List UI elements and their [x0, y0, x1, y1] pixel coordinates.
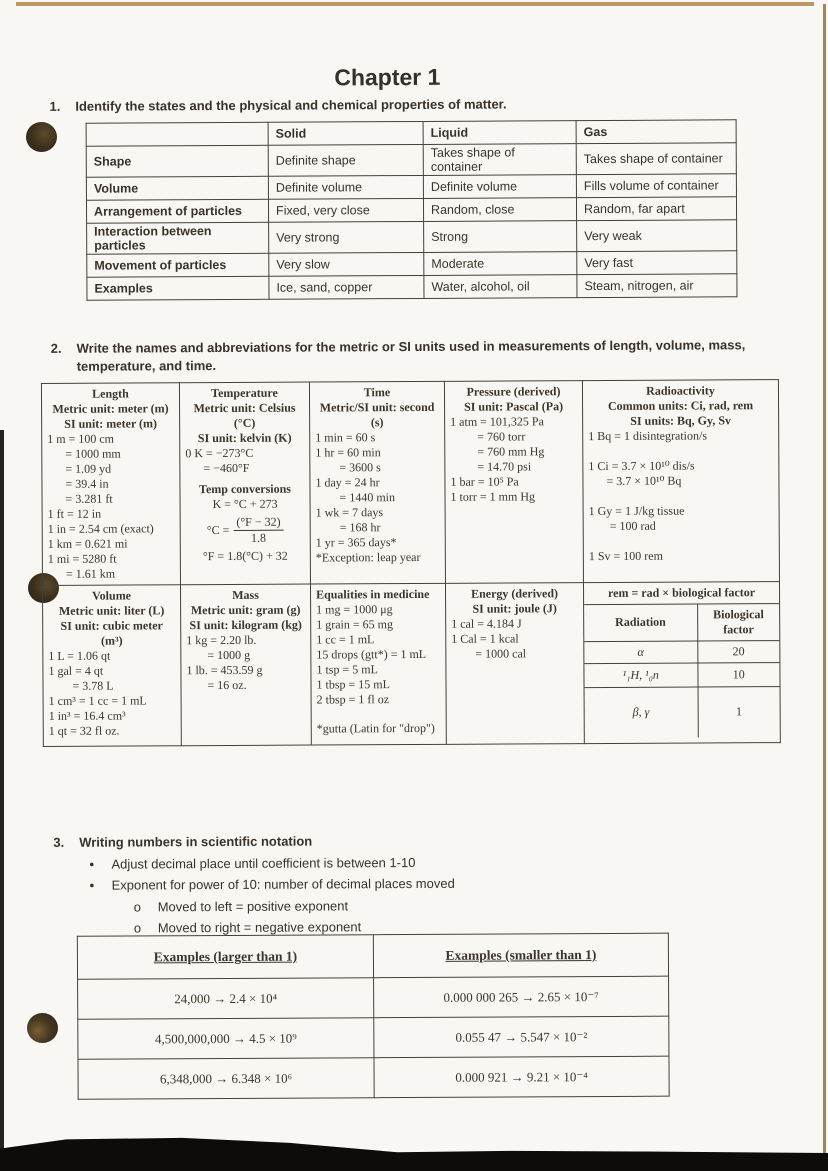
question-number: 3.	[53, 834, 65, 850]
table-cell: Very fast	[577, 251, 737, 275]
question-text: Writing numbers in scientific notation	[79, 833, 313, 850]
example-value: 0.000 921 → 9.21 × 10⁻⁴	[374, 1056, 669, 1098]
table-row	[87, 220, 737, 254]
unit-lines: 1 mg = 1000 μg 1 grain = 65 mg 1 cc = 1 mL 15 drops (gtt*) = 1 mL 1 tsp = 5 mL 1 tbsp = 15 mL 2 tbsp = 1 fl oz	[316, 602, 427, 707]
table-cell: Very slow	[269, 252, 424, 276]
table-row	[42, 582, 780, 747]
example-value: 0.000 000 265 → 2.65 × 10⁻⁷	[374, 976, 669, 1018]
unit-lines: 1 kg = 2.20 lb. = 1000 g 1 lb. = 453.59 g = 16 oz.	[186, 632, 263, 693]
bullet-text: Adjust decimal place until coefficient is between 1-10	[111, 854, 416, 872]
example-value: 0.055 47 → 5.547 × 10⁻²	[374, 1016, 669, 1058]
fraction	[233, 515, 283, 546]
header-cell-radiation: Radiation	[584, 605, 697, 642]
unit-title: Energy (derived) SI unit: joule (J)	[471, 586, 559, 616]
bullet-text: Exponent for power of 10: number of decimal places moved	[111, 875, 455, 893]
scientific-notation-examples-table	[77, 933, 670, 1100]
bullet-text: Moved to right = negative exponent	[157, 919, 362, 936]
table-cell: Very weak	[577, 220, 737, 252]
radiation-type: β, γ	[585, 687, 698, 739]
question-3	[53, 830, 455, 940]
unit-title: Radioactivity Common units: Ci, rad, rem SI units: Bq, Gy, Sv	[607, 383, 754, 428]
header-cell-gas: Gas	[576, 120, 736, 144]
table-row	[78, 1056, 669, 1099]
table-row	[86, 143, 736, 177]
unit-title: Length Metric unit: meter (m) SI unit: meter (m)	[52, 386, 169, 431]
table-row	[78, 1016, 669, 1059]
question-text: Write the names and abbreviations for the metric or SI units used in measurements of length, volume, mass, temperature, and time.	[76, 337, 746, 374]
bullet-icon: •	[89, 856, 95, 872]
fraction-denominator: 1.8	[250, 530, 267, 545]
bullet-item	[90, 873, 455, 896]
factor-value: 1	[698, 686, 780, 737]
table-row	[585, 686, 780, 738]
unit-cell-medicine	[310, 583, 446, 745]
question-1	[49, 96, 506, 116]
table-row	[584, 640, 779, 663]
unit-cell-volume	[42, 585, 181, 747]
table-row	[87, 251, 737, 277]
row-label: Arrangement of particles	[86, 199, 268, 223]
table-row	[584, 662, 779, 687]
question-number: 2.	[50, 340, 62, 356]
page-title: Chapter 1	[334, 63, 441, 91]
unit-cell-length	[41, 383, 180, 586]
radiation-type: α	[584, 641, 697, 664]
circle-bullet-icon: o	[133, 898, 141, 914]
header-cell-blank	[86, 122, 268, 146]
table-header-row	[86, 120, 736, 146]
header-cell-solid: Solid	[268, 121, 423, 145]
table-row	[86, 197, 736, 223]
example-value: 6,348,000 → 6.348 × 10⁶	[78, 1058, 374, 1100]
units-reference-table	[41, 379, 781, 747]
unit-cell-energy	[445, 583, 584, 745]
question-heading	[53, 830, 454, 854]
fahrenheit-formula: °F = 1.8(°C) + 32	[202, 548, 288, 564]
unit-lines: 1 m = 100 cm = 1000 mm = 1.09 yd = 39.4 in = 3.281 ft 1 ft = 12 in 1 in = 2.54 cm (exact) 1 km = 0.621 mi 1 mi = 5280 ft = 1.61 km	[47, 431, 154, 581]
sub-bullet-item	[134, 894, 455, 917]
unit-cell-radioactivity	[582, 380, 779, 583]
table-cell: Takes shape of container	[576, 143, 736, 175]
table-cell: Definite volume	[268, 175, 423, 199]
unit-title: Equalities in medicine	[316, 586, 430, 602]
unit-title: Mass Metric unit: gram (g) SI unit: kilogram (kg)	[189, 587, 302, 633]
row-label: Shape	[86, 145, 268, 177]
bullet-text: Moved to left = positive exponent	[157, 897, 349, 914]
table-cell: Random, far apart	[576, 197, 736, 221]
row-label: Volume	[86, 176, 268, 200]
question-text: Identify the states and the physical and chemical properties of matter.	[75, 96, 507, 114]
fraction-numerator: (°F − 32)	[233, 515, 283, 531]
unit-lines: 0 K = −273°C = −460°F	[185, 445, 254, 476]
celsius-formula	[186, 515, 305, 547]
header-cell-smaller: Examples (smaller than 1)	[373, 933, 668, 978]
table-row	[41, 380, 779, 586]
table-cell: Fixed, very close	[268, 198, 423, 222]
table-row	[78, 976, 669, 1019]
kelvin-formula: K = °C + 273	[212, 496, 278, 512]
table-cell: Steam, nitrogen, air	[577, 274, 737, 298]
rem-factor-cell	[583, 582, 780, 744]
table-cell: Very strong	[269, 221, 424, 253]
unit-lines: 1 cal = 4.184 J 1 Cal = 1 kcal = 1000 cal	[451, 616, 527, 661]
table-cell: Random, close	[423, 198, 576, 222]
unit-cell-pressure	[444, 381, 583, 584]
table-cell: Ice, sand, copper	[269, 275, 424, 299]
states-of-matter-table	[86, 119, 738, 300]
bullet-icon: •	[89, 877, 95, 893]
bullet-item	[89, 851, 454, 874]
row-label: Interaction between particles	[87, 222, 269, 254]
unit-cell-mass	[180, 584, 311, 746]
table-cell: Fills volume of container	[576, 174, 736, 198]
rem-formula-caption: rem = rad × biological factor	[584, 582, 779, 605]
table-cell: Water, alcohol, oil	[424, 275, 577, 299]
question-2	[51, 336, 763, 376]
table-cell: Strong	[424, 221, 577, 253]
table-cell: Moderate	[424, 252, 577, 276]
table-cell: Definite volume	[423, 175, 576, 199]
row-label: Examples	[87, 276, 269, 300]
row-label: Movement of particles	[87, 253, 269, 277]
temp-conversions-subtitle: Temp conversions	[199, 481, 291, 497]
radiation-type: ¹₁H, ¹₀n	[584, 663, 697, 688]
unit-title: Temperature Metric unit: Celsius (°C) SI unit: kelvin (K)	[193, 385, 296, 446]
table-header-row	[584, 604, 779, 641]
gutta-footnote: *gutta (Latin for "drop")	[316, 720, 435, 736]
table-row	[86, 174, 736, 200]
unit-cell-temperature	[179, 382, 310, 585]
formula-prefix: °C =	[206, 522, 230, 538]
example-value: 4,500,000,000 → 4.5 × 10⁹	[78, 1018, 374, 1060]
header-cell-liquid: Liquid	[423, 121, 576, 145]
unit-lines: 1 Bq = 1 disintegration/s 1 Ci = 3.7 × 10¹⁰ dis/s = 3.7 × 10¹⁰ Bq 1 Gy = 1 J/kg tissue = 100 rad 1 Sv = 100 rem	[588, 428, 708, 564]
unit-lines: 1 min = 60 s 1 hr = 60 min = 3600 s 1 day = 24 hr = 1440 min 1 wk = 7 days = 168 hr 1 yr = 365 days* *Exception: leap year	[315, 430, 421, 565]
unit-title: Pressure (derived) SI unit: Pascal (Pa)	[464, 384, 564, 414]
question-number: 1.	[49, 98, 61, 114]
unit-cell-time	[309, 381, 445, 584]
unit-title: Volume Metric unit: liter (L) SI unit: cubic meter (m³)	[58, 588, 165, 648]
circle-bullet-icon: o	[133, 920, 142, 936]
header-cell-larger: Examples (larger than 1)	[77, 935, 373, 980]
factor-value: 10	[698, 662, 780, 686]
biological-factor-table	[584, 604, 780, 738]
table-header-row	[77, 933, 668, 979]
factor-value: 20	[697, 640, 779, 662]
table-cell: Takes shape of container	[423, 144, 576, 176]
unit-title: Time Metric/SI unit: second (s)	[319, 385, 435, 430]
table-row	[87, 274, 737, 300]
header-cell-biological-factor: Biological factor	[697, 604, 779, 640]
unit-lines: 1 L = 1.06 qt 1 gal = 4 qt = 3.78 L 1 cm³ = 1 cc = 1 mL 1 in³ = 16.4 cm³ 1 qt = 32 fl oz.	[48, 648, 147, 738]
table-cell: Definite shape	[268, 144, 423, 176]
unit-lines: 1 atm = 101,325 Pa = 760 torr = 760 mm Hg = 14.70 psi 1 bar = 10⁵ Pa 1 torr = 1 mm Hg	[450, 414, 545, 504]
example-value: 24,000 → 2.4 × 10⁴	[78, 978, 374, 1020]
